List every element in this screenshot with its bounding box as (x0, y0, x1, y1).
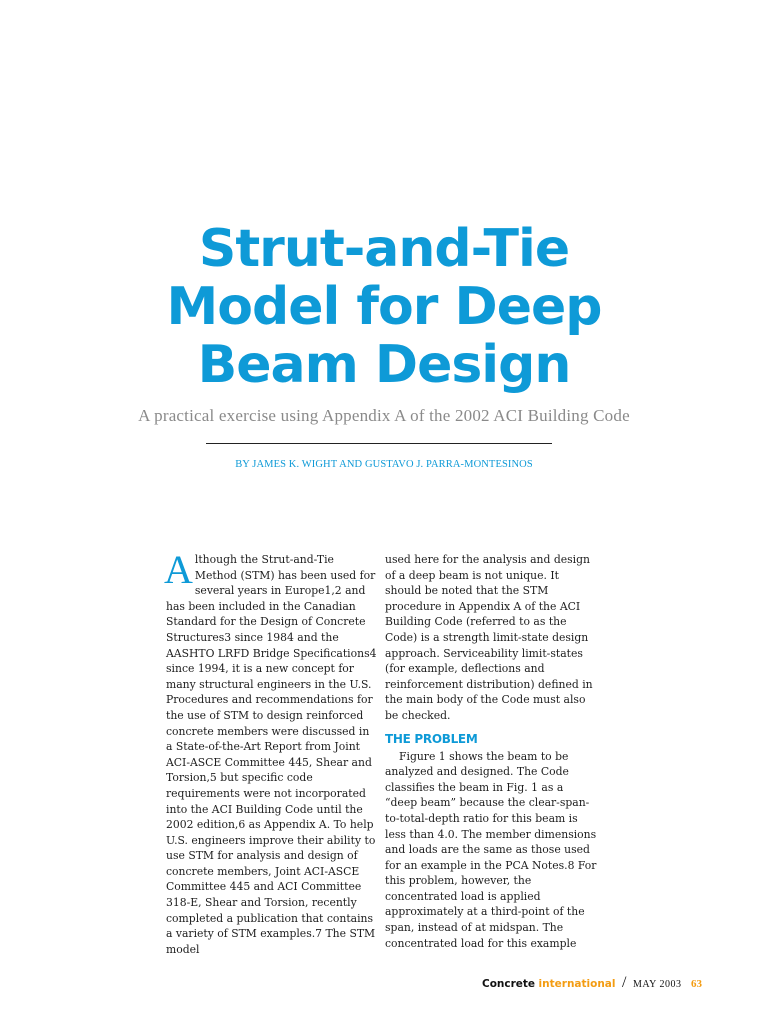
footer-separator: / (622, 974, 627, 991)
page-footer (482, 974, 702, 992)
continued-paragraph: used here for the analysis and design of a deep beam is not unique. It should be noted that the STM procedure in Appendix A of the ACI Building Code (referred to as the Code) is a strength limit-state design approach. Serviceability limit-states (for example, deflections and reinforcement distribution) defined in the main body of the Code must also be checked. (385, 553, 593, 722)
article-subtitle: A practical exercise using Appendix A of the 2002 ACI Building Code (138, 406, 630, 425)
intro-paragraph (164, 547, 378, 957)
title-divider (206, 443, 552, 444)
article-title (0, 220, 768, 394)
drop-cap: A (164, 547, 193, 592)
title-line-2: Model for Deep (166, 277, 602, 337)
magazine-name-concrete: Concrete (481, 978, 536, 990)
issue-date: MAY 2003 (632, 979, 682, 990)
author-byline: BY JAMES K. WIGHT AND GUSTAVO J. PARRA-MONTESINOS (235, 459, 533, 470)
title-line-1: Strut-and-Tie (198, 219, 570, 279)
title-line-3: Beam Design (197, 335, 571, 395)
magazine-name-international: international (538, 978, 616, 990)
section-heading-problem: THE PROBLEM (385, 731, 478, 746)
problem-paragraph: Figure 1 shows the beam to be analyzed and designed. The Code classifies the beam in Fig. 1 as a “deep beam” because the clear-span-to-total-depth ratio for this beam is less than 4.0. The member dimensions and loads are the same as those used for an example in the PCA Notes.8 For this problem, however, the concentrated load is applied approximately at a third-point of the span, instead of at midspan. The concentrated load for this example (385, 749, 597, 950)
text-column-left (164, 547, 378, 957)
page-number: 63 (691, 978, 702, 990)
intro-paragraph-text: lthough the Strut-and-Tie Method (STM) has been used for several years in Europe1,2 and has been included in the Canadian Standard for the Design of Concrete Structures3 since 1984 and the AASHTO LRFD Bridge Specifications4 since 1994, it is a new concept for many structural engineers in the U.S. Procedures and recommendations for the use of STM to design reinforced concrete members were discussed in a State-of-the-Art Report from Joint ACI-ASCE Committee 445, Shear and Torsion,5 but specific code requirements were not incorporated into the ACI Building Code until the 2002 edition,6 as Appendix A. To help U.S. engineers improve their ability to use STM for analysis and design of concrete members, Joint ACI-ASCE Committee 445 and ACI Committee 318-E, Shear and Torsion, recently completed a publication that contains a variety of STM examples.7 The STM model (166, 553, 377, 956)
text-column-right (385, 552, 597, 951)
